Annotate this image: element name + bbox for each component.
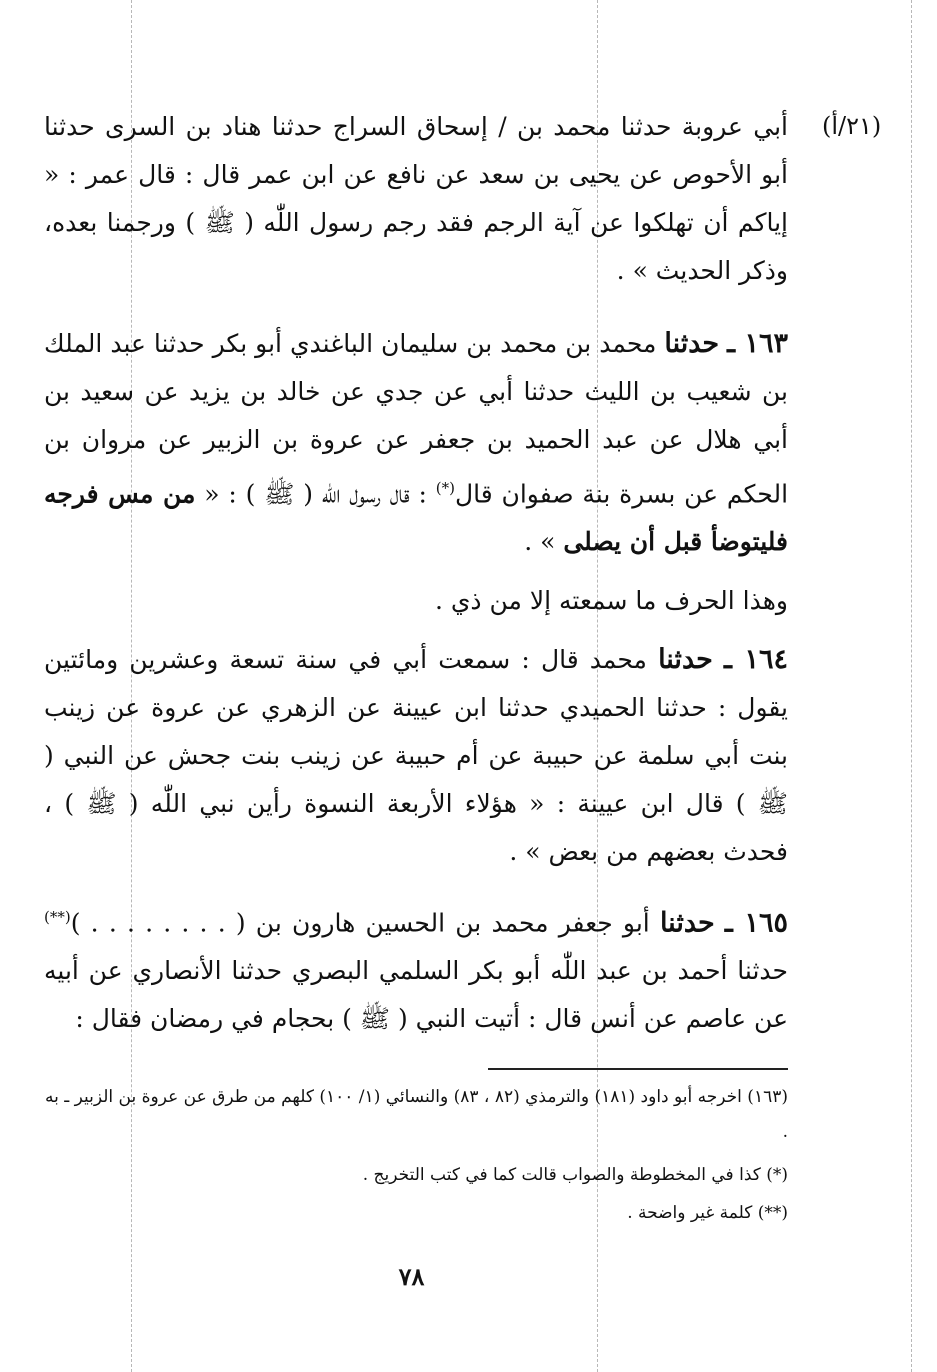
hadith-text: محمد قال : سمعت أبي في سنة تسعة وعشرين ومائتين يقول : حدثنا الحميدي حدثنا ابن عيينة عن الزهري عن عروة عن زينب بنت أبي سلمة عن حبيبة عن أم حبيبة عن زينب بنت جحش عن النبي ( ﷺ ) قال ابن عيينة : « هؤلاء الأربعة النسوة رأين نبي اللّٰه ( ﷺ ) ، فحدث بعضهم من بعض » . bbox=[44, 645, 788, 866]
hadith-text: محمد بن محمد بن سليمان الباغندي أبو بكر حدثنا عبد الملك بن شعيب بن الليث حدثنا أبي عن جدي عن خالد بن يزيد عن سعيد بن أبي هلال عن عبد الحميد بن جعفر عن عروة بن الزبير عن مروان بن الحكم عن بسرة بنة صفوان قال bbox=[44, 329, 789, 509]
hadith-text: أبو جعفر محمد بن الحسين هارون بن ( . . . . . . . . ) bbox=[70, 908, 660, 938]
hadith-head-word: حدثنا bbox=[658, 644, 713, 675]
remark-text: وهذا الحرف ما سمعته إلا من ذي . bbox=[434, 586, 788, 615]
scan-guide-line bbox=[911, 0, 912, 1372]
hadith-head-word: حدثنا bbox=[664, 328, 720, 359]
footnote-double-star: (**) كلمة غير واضحة . bbox=[627, 1203, 788, 1223]
manuscript-folio-ref: (٢١/أ) bbox=[822, 112, 882, 140]
hadith-number: ١٦٤ ـ bbox=[723, 644, 789, 675]
footnote-163: (١٦٣) اخرجه أبو داود (١٨١) والترمذي (٨٢ ، ٨٣) والنسائي (١/ ١٠٠) كلهم من طرق عن عروة بن الزبير ـ به . bbox=[44, 1087, 788, 1142]
hadith-163 bbox=[44, 320, 788, 566]
hadith-164 bbox=[44, 636, 788, 876]
hadith-165 bbox=[44, 893, 788, 1043]
footnote-separator bbox=[488, 1068, 788, 1070]
footnote-marker: (**) bbox=[44, 908, 71, 926]
footnote-star: (*) كذا في المخطوطة والصواب قالت كما في كتب التخريج . bbox=[362, 1165, 788, 1185]
hadith-number: ١٦٣ ـ bbox=[727, 328, 788, 359]
hadith-head-word: حدثنا bbox=[659, 907, 715, 939]
hadith-text: : قال رسول اللّٰه ( ﷺ ) : « bbox=[195, 479, 436, 509]
paragraph-intro bbox=[44, 103, 788, 295]
footnote-marker: (*) bbox=[435, 479, 455, 497]
hadith-text: » . bbox=[524, 527, 564, 557]
remark-line bbox=[44, 577, 788, 625]
hadith-matn-bold: من مس فرجه فليتوضأ قبل أن يصلى bbox=[44, 479, 788, 557]
paragraph-text: أبي عروبة حدثنا محمد بن / إسحاق السراج حدثنا هناد بن السرى حدثنا أبو الأحوص عن يحيى بن سعد عن نافع عن ابن عمر قال : قال عمر : « إياكم أن تهلكوا عن آية الرجم فقد رجم رسول اللّٰه ( ﷺ ) ورجمنا بعده، وذكر الحديث » . bbox=[44, 112, 788, 285]
hadith-text: حدثنا أحمد بن عبد اللّٰه أبو بكر السلمي البصري حدثنا الأنصاري عن أبيه عن عاصم عن أنس قال : أتيت النبي ( ﷺ ) بحجام في رمضان فقال : bbox=[44, 956, 788, 1034]
hadith-number: ١٦٥ ـ bbox=[724, 907, 789, 939]
page-number: ٧٨ bbox=[398, 1262, 425, 1291]
